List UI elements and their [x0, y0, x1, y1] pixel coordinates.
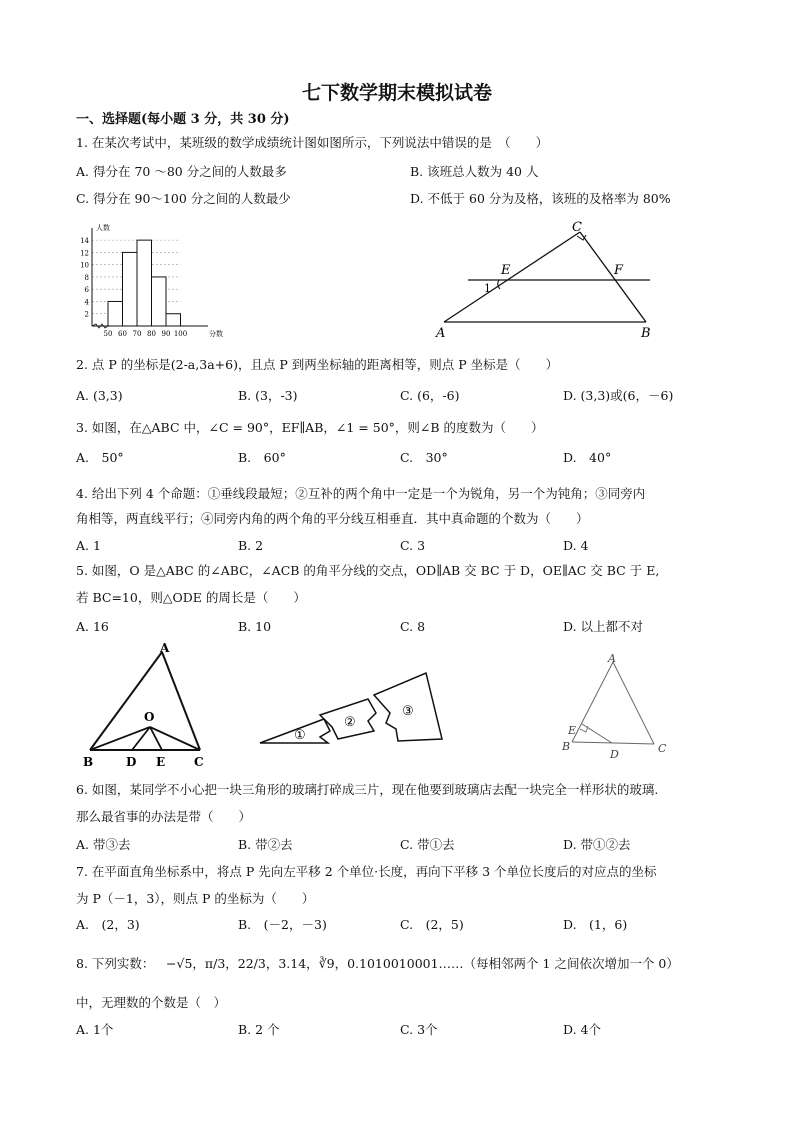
q1-stem: 1. 在某次考试中，某班级的数学成绩统计图如图所示，下列说法中错误的是 （ ）	[76, 135, 549, 150]
q4-stem-line2: 角相等，两直线平行；④同旁内角的两个角的平分线互相垂直．其中真命题的个数为（ ）	[76, 511, 589, 526]
y-tick-label: 8	[84, 273, 89, 282]
histogram-bar	[108, 301, 123, 326]
label-a: A	[160, 641, 170, 655]
x-tick-label: 90	[161, 330, 171, 338]
q3-option-d[interactable]: D. 40°	[563, 450, 612, 465]
x-tick-label: 60	[118, 330, 127, 338]
q7-option-b[interactable]: B. (－2，－3)	[238, 917, 327, 932]
q6-stem-line1: 6. 如图，某同学不小心把一块三角形的玻璃打碎成三片，现在他要到玻璃店去配一块完全一样形状的玻璃.	[76, 782, 659, 797]
q8-stem-line2: 中，无理数的个数是（ ）	[76, 995, 227, 1010]
q4-option-b[interactable]: B. 2	[238, 538, 264, 553]
x-tick-label: 80	[147, 330, 156, 338]
segment-cb	[580, 232, 646, 322]
histogram-bar	[152, 277, 167, 326]
q8-stem-prefix: 8. 下列实数：	[76, 956, 155, 971]
q8-number-list: −√5，π/3，22/3，3.14，∛9，0.1010010001……（每相邻两个 1 之间依次增加一个 0）	[166, 956, 679, 971]
q5-option-c[interactable]: C. 8	[400, 619, 426, 634]
q6-option-d[interactable]: D. 带①②去	[563, 837, 631, 852]
q6-option-b[interactable]: B. 带②去	[238, 837, 293, 852]
q4-option-a[interactable]: A. 1	[76, 538, 101, 553]
q4-stem-line1: 4. 给出下列 4 个命题：①垂线段最短；②互补的两个角中一定是一个为锐角，另一个为钝角；③同旁内	[76, 486, 646, 501]
q3-stem: 3. 如图，在△ABC 中，∠C = 90°，EF∥AB，∠1 = 50°，则∠B 的度数为（ ）	[76, 420, 544, 435]
page-title: 七下数学期末模拟试卷	[301, 82, 492, 104]
q7-stem-line1: 7. 在平面直角坐标系中，将点 P 先向左平移 2 个单位·长度，再向下平移 3 个单位长度后的对应点的坐标	[76, 864, 657, 879]
triangle-ef-figure	[436, 218, 666, 343]
q6-option-c[interactable]: C. 带①去	[400, 837, 455, 852]
y-tick-label: 14	[80, 237, 89, 246]
q1-option-a[interactable]: A. 得分在 70 ～80 分之间的人数最多	[76, 164, 287, 179]
q1-option-b[interactable]: B. 该班总人数为 40 人	[410, 164, 539, 179]
q3-option-b[interactable]: B. 60°	[238, 450, 286, 465]
q5-option-a[interactable]: A. 16	[76, 619, 109, 634]
q2-stem: 2. 点 P 的坐标是(2-a,3a+6)，且点 P 到两坐标轴的距离相等，则点 P 坐标是（ ）	[76, 357, 559, 372]
label-b: B	[562, 740, 571, 753]
q5-option-d[interactable]: D. 以上都不对	[563, 619, 644, 634]
section-heading: 一、选择题(每小题 3 分，共 30 分)	[76, 112, 290, 127]
q6-option-a[interactable]: A. 带③去	[76, 837, 131, 852]
piece-1-label: ①	[294, 728, 306, 743]
y-tick-label: 6	[84, 286, 89, 295]
y-tick-label: 4	[84, 298, 89, 307]
piece-2-label: ②	[344, 715, 356, 730]
histogram-chart	[80, 222, 240, 342]
y-tick-label: 10	[80, 261, 89, 270]
triangle-o-figure	[80, 642, 220, 770]
label-d: D	[126, 755, 137, 769]
x-tick-label: 100	[173, 330, 188, 338]
label-c: C	[572, 220, 582, 235]
q7-option-c[interactable]: C. (2，5)	[400, 917, 464, 932]
q7-stem-line2: 为 P（－1，3），则点 P 的坐标为（ ）	[76, 891, 315, 906]
broken-glass-figure	[256, 665, 446, 745]
histogram-bar	[166, 314, 181, 326]
q3-option-a[interactable]: A. 50°	[76, 450, 124, 465]
label-e: E	[501, 263, 511, 278]
q1-option-d[interactable]: D. 不低于 60 分为及格，该班的及格率为 80%	[410, 191, 671, 206]
label-e: E	[568, 724, 577, 737]
q2-option-c[interactable]: C. (6，-6)	[400, 388, 460, 403]
label-b: B	[641, 326, 651, 341]
q7-option-a[interactable]: A. (2，3)	[76, 917, 140, 932]
x-tick-label: 50	[103, 330, 113, 338]
label-c: C	[194, 755, 204, 769]
piece-3-label: ③	[402, 704, 414, 719]
x-axis-label: 分数	[209, 330, 223, 338]
q1-option-c[interactable]: C. 得分在 90～100 分之间的人数最少	[76, 191, 291, 206]
triangle-de-figure	[558, 650, 678, 765]
x-tick-label: 70	[132, 330, 142, 338]
label-d: D	[610, 748, 619, 761]
q6-stem-line2: 那么最省事的办法是带（ ）	[76, 809, 252, 824]
label-a: A	[436, 326, 446, 341]
label-c: C	[658, 742, 667, 755]
q4-option-c[interactable]: C. 3	[400, 538, 426, 553]
q3-option-c[interactable]: C. 30°	[400, 450, 448, 465]
q8-option-c[interactable]: C. 3个	[400, 1022, 438, 1037]
q8-option-d[interactable]: D. 4个	[563, 1022, 601, 1037]
y-tick-label: 2	[84, 310, 89, 319]
q4-option-d[interactable]: D. 4	[563, 538, 589, 553]
q2-option-d[interactable]: D. (3,3)或(6，－6)	[563, 388, 674, 403]
y-tick-label: 12	[80, 249, 89, 258]
histogram-bar	[137, 240, 152, 326]
segment-ac	[444, 232, 580, 322]
label-e: E	[156, 755, 166, 769]
q2-option-a[interactable]: A. (3,3)	[76, 388, 123, 403]
q2-option-b[interactable]: B. (3，-3)	[238, 388, 298, 403]
q5-option-b[interactable]: B. 10	[238, 619, 272, 634]
label-b: B	[83, 755, 94, 769]
q8-option-b[interactable]: B. 2 个	[238, 1022, 280, 1037]
y-axis-label: 人数	[96, 224, 110, 232]
label-a: A	[608, 652, 616, 665]
q7-option-d[interactable]: D. (1，6)	[563, 917, 628, 932]
label-angle-1: 1	[484, 282, 491, 295]
histogram-bar	[123, 252, 138, 326]
label-f: F	[614, 263, 624, 278]
q5-stem-line2: 若 BC=10，则△ODE 的周长是（ ）	[76, 590, 306, 605]
label-o: O	[144, 710, 155, 724]
q8-option-a[interactable]: A. 1个	[76, 1022, 114, 1037]
q5-stem-line1: 5. 如图，O 是△ABC 的∠ABC，∠ACB 的角平分线的交点，OD∥AB 交 BC 于 D，OE∥AC 交 BC 于 E,	[76, 563, 660, 578]
